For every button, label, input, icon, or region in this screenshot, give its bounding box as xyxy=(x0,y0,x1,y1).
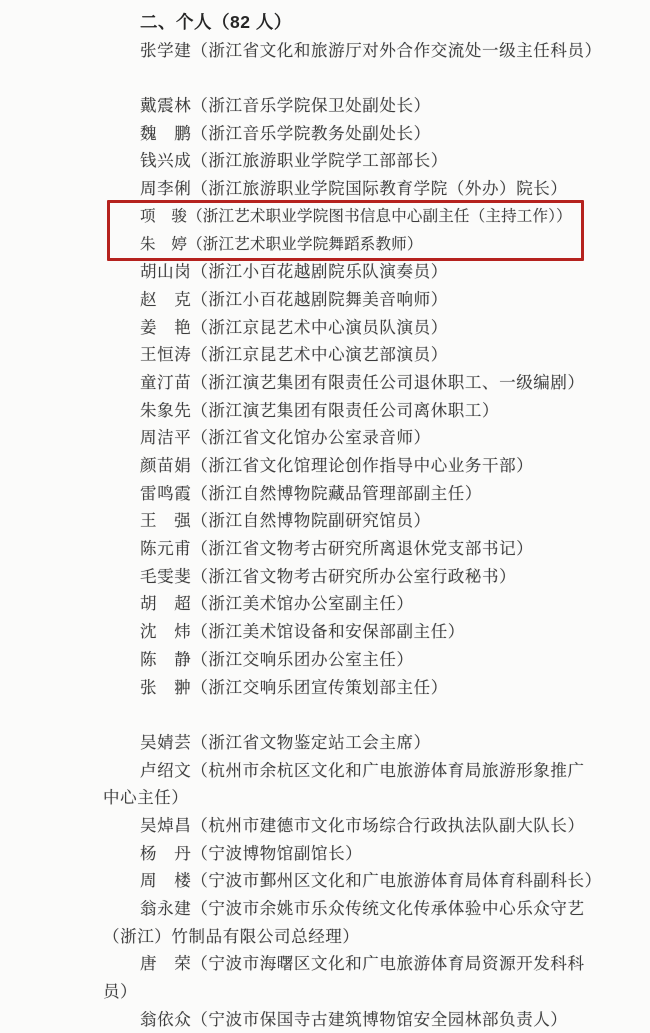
section-header: 二、个人（82 人） xyxy=(140,12,292,32)
list-line: 胡 超（浙江美术馆办公室副主任） xyxy=(140,594,414,614)
list-line: 杨 丹（宁波博物馆副馆长） xyxy=(140,843,363,863)
list-line: （浙江）竹制品有限公司总经理） xyxy=(103,926,360,946)
list-line: 周李俐（浙江旅游职业学院国际教育学院（外办）院长） xyxy=(140,179,568,199)
list-line: 卢绍文（杭州市余杭区文化和广电旅游体育局旅游形象推广 xyxy=(140,760,585,780)
list-line: 王 强（浙江自然博物院副研究馆员） xyxy=(140,511,431,531)
list-line: 姜 艳（浙江京昆艺术中心演员队演员） xyxy=(140,317,448,337)
list-line: 张 翀（浙江交响乐团宣传策划部主任） xyxy=(140,677,448,697)
list-line: 雷鸣霞（浙江自然博物院藏品管理部副主任） xyxy=(140,483,482,503)
blank-line xyxy=(103,701,600,729)
list-line: 中心主任） xyxy=(103,788,189,808)
list-line: 颜苗娟（浙江省文化馆理论创作指导中心业务干部） xyxy=(140,456,534,475)
list-line: 周 楼（宁波市鄞州区文化和广电旅游体育局体育科副科长） xyxy=(140,871,602,891)
list-line: 张学建（浙江省文化和旅游厅对外合作交流处一级主任科员） xyxy=(140,40,602,60)
list-line: 魏 鹏（浙江音乐学院教务处副处长） xyxy=(140,123,431,143)
list-line: 吴婧芸（浙江省文物鉴定站工会主席） xyxy=(140,732,431,752)
list-line: 钱兴成（浙江旅游职业学院学工部部长） xyxy=(140,151,448,171)
highlight-box xyxy=(107,200,584,261)
list-line: 项 骏（浙江艺术职业学院图书信息中心副主任（主持工作）） xyxy=(140,207,572,225)
document-body xyxy=(103,37,600,1033)
list-line: 王恒涛（浙江京昆艺术中心演艺部演员） xyxy=(140,345,448,365)
list-line: 童汀苗（浙江演艺集团有限责任公司退休职工、一级编剧） xyxy=(140,372,585,392)
list-line: 朱象先（浙江演艺集团有限责任公司离休职工） xyxy=(140,400,500,420)
list-line: 翁依众（宁波市保国寺古建筑博物馆安全园林部负责人） xyxy=(140,1009,568,1029)
list-line: 赵 克（浙江小百花越剧院舞美音响师） xyxy=(140,289,448,309)
blank-line xyxy=(103,64,600,92)
list-line: 唐 荣（宁波市海曙区文化和广电旅游体育局资源开发科科 xyxy=(140,954,585,974)
list-line: 陈 静（浙江交响乐团办公室主任） xyxy=(140,649,414,669)
list-line: 员） xyxy=(103,982,138,1002)
list-line: 朱 婷（浙江艺术职业学院舞蹈系教师） xyxy=(140,235,423,253)
list-line: 戴震林（浙江音乐学院保卫处副处长） xyxy=(140,96,431,116)
list-line: 陈元甫（浙江省文物考古研究所离退休党支部书记） xyxy=(140,539,534,559)
list-line: 沈 炜（浙江美术馆设备和安保部副主任） xyxy=(140,622,465,642)
list-line: 毛雯斐（浙江省文物考古研究所办公室行政秘书） xyxy=(140,566,517,586)
list-line: 周洁平（浙江省文化馆办公室录音师） xyxy=(140,428,431,448)
list-line: 翁永建（宁波市余姚市乐众传统文化传承体验中心乐众守艺 xyxy=(140,899,585,918)
list-line: 胡山岗（浙江小百花越剧院乐队演奏员） xyxy=(140,262,448,282)
list-line: 吴焯昌（杭州市建德市文化市场综合行政执法队副大队长） xyxy=(140,815,585,835)
